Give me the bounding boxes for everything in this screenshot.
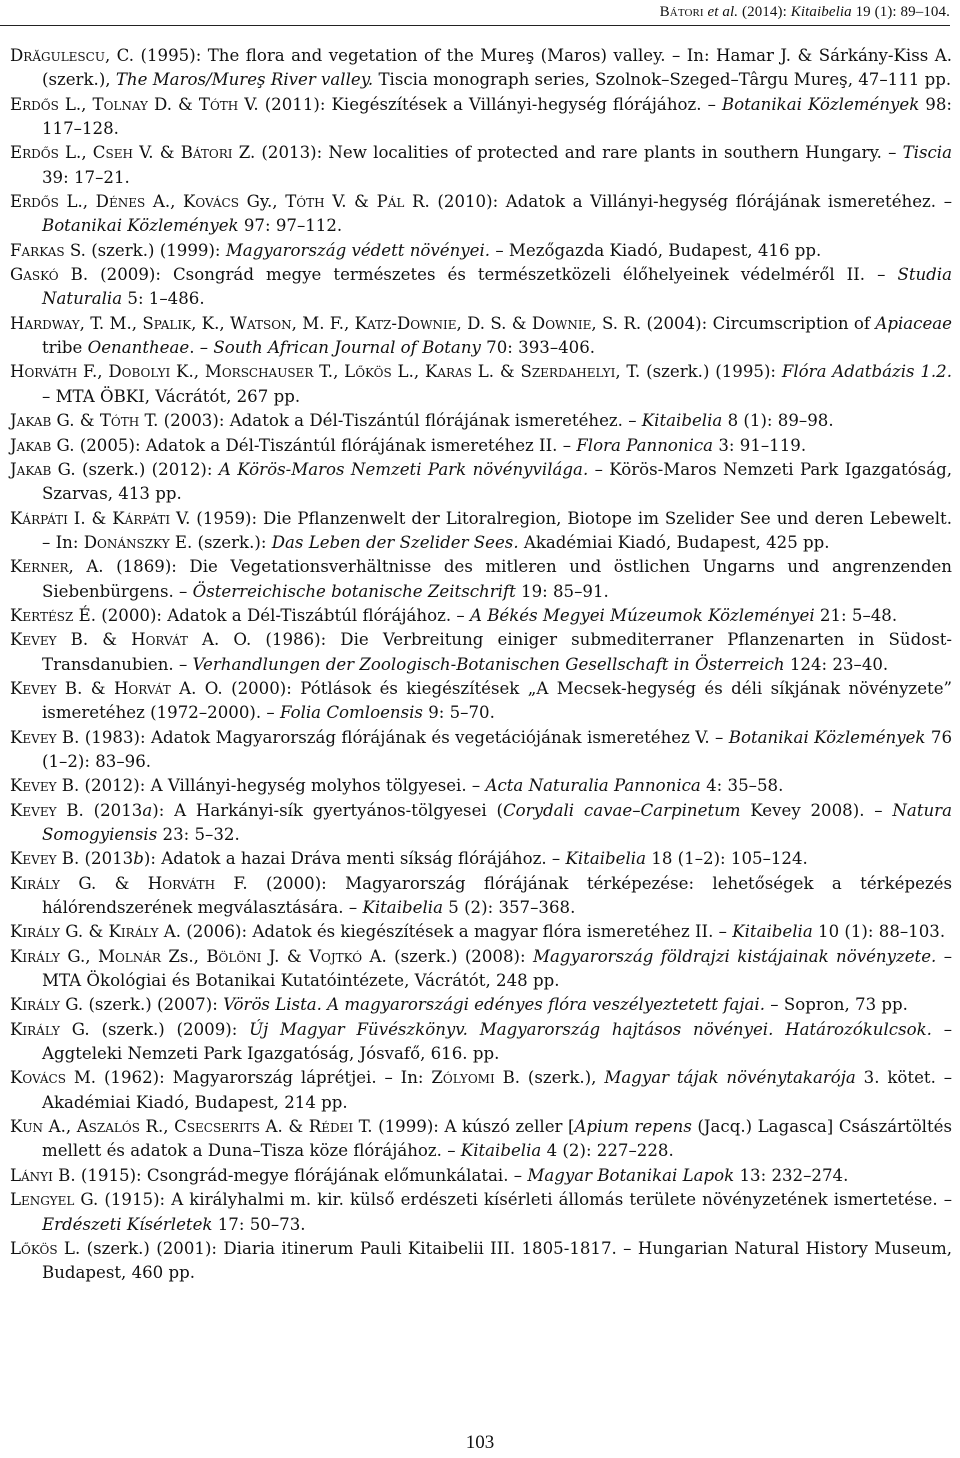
reference-text: Zs., <box>160 946 207 966</box>
reference-text: F., <box>77 362 109 382</box>
reference-entry <box>10 1115 952 1164</box>
reference-text: , A. (1869): Die Vegetationsverhältnisse des mitleren und östlichen Ungarns und angrenzenden Siebenbürgens. – <box>42 557 952 601</box>
reference-text: L., <box>391 362 425 382</box>
italic-text: Österreichische botanische Zeitschrift <box>192 581 516 601</box>
italic-text: Magyar tájak növénytakarója <box>604 1068 856 1088</box>
reference-entry <box>10 263 952 312</box>
italic-text: Erdészeti Kísérletek <box>42 1214 213 1234</box>
reference-text: , T. M., <box>79 313 143 333</box>
reference-entry <box>10 239 952 263</box>
author-name: Farkas <box>10 240 65 260</box>
reference-text: B. (1983): Adatok Magyarország flórájának és vegetációjának ismeretéhez V. – <box>56 727 729 747</box>
reference-text: B. (2012): A Villányi-hegység molyhos tölgyesei. – <box>56 776 486 796</box>
italic-text: A Körös-Maros Nemzeti Park növényvilága. <box>218 459 589 479</box>
author-name: Kárpáti <box>10 508 68 528</box>
italic-text: b <box>133 849 144 869</box>
author-name: Hardway <box>10 313 80 333</box>
author-name: Lőkös <box>10 1238 58 1258</box>
reference-text: V. (2011): Kiegészítések a Villányi-hegység flórájához. – <box>238 94 722 114</box>
italic-text: Magyarország védett növényei. <box>225 240 491 260</box>
author-name: Horváth <box>147 873 216 893</box>
author-name: Downie <box>531 313 592 333</box>
reference-text: – Mezőgazda Kiadó, Budapest, 416 pp. <box>490 240 822 260</box>
italic-text: Botanikai Közlemények <box>728 727 926 747</box>
reference-text: V. & <box>132 143 181 163</box>
author-name: Tóth <box>99 411 140 431</box>
italic-text: Botanikai Közlemények <box>721 94 920 114</box>
reference-entry <box>10 1188 952 1237</box>
reference-text: D. & <box>147 94 199 114</box>
reference-entry <box>10 44 952 93</box>
author-name: Donánszky <box>83 532 170 552</box>
author-name: Tóth <box>198 94 239 114</box>
author-name: Kovács <box>10 1068 66 1088</box>
reference-text: É. (2000): Adatok a Dél-Tiszábtúl flórájához. – <box>73 605 470 625</box>
reference-text: – Aggteleki Nemzeti Park Igazgatóság, Jósvafő, 616. pp. <box>42 1019 952 1064</box>
italic-text: Kitaibelia <box>362 898 443 918</box>
reference-entry <box>10 312 952 361</box>
author-name: Watson <box>229 313 292 333</box>
author-name: Csecserits <box>174 1117 260 1137</box>
author-name: Kevey <box>10 800 57 820</box>
header-volume: 19 (1): 89–104. <box>855 4 950 20</box>
italic-text: Acta Naturalia Pannonica <box>485 776 701 796</box>
author-name: Kun <box>10 1117 44 1137</box>
author-name: Jakab <box>10 411 52 431</box>
reference-entry <box>10 604 952 628</box>
author-name: Jakab <box>10 435 52 455</box>
reference-text: A. (szerk.) (2008): <box>362 946 533 966</box>
reference-text: 10 (1): 88–103. <box>812 922 946 942</box>
reference-text: A., <box>43 1117 77 1137</box>
reference-text: A., <box>145 192 183 212</box>
author-name: Kertész <box>10 605 74 625</box>
italic-text: Flóra Adatbázis 1.2. <box>781 362 953 382</box>
reference-text: G. & <box>59 922 109 942</box>
header-authors: Bátori <box>659 4 704 20</box>
italic-text: Tiscia <box>902 143 952 163</box>
italic-text: Oenantheae <box>87 338 190 358</box>
reference-text: G. (2005): Adatok a Dél-Tiszántúl flórájának ismeretéhez II. – <box>51 435 577 455</box>
reference-text: 4: 35–58. <box>700 776 784 796</box>
italic-text: Kitaibelia <box>460 1141 542 1161</box>
italic-text: a <box>142 800 153 820</box>
reference-text: T. (1999): A kúszó zeller [ <box>353 1117 575 1137</box>
reference-text: 5: 1–486. <box>122 289 205 309</box>
author-name: Erdős <box>10 143 59 163</box>
reference-text: , C. (1995): The flora and vegetation of the Mureş (Maros) valley. – In: Hamar J. & Sárkány-Kiss A. (szerk.), <box>42 46 952 90</box>
author-name: Király <box>10 995 60 1015</box>
reference-text: Z. (2013): New localities of protected and rare plants in southern Hungary. – <box>232 143 903 163</box>
reference-entry <box>10 628 952 677</box>
reference-text: J. & <box>261 946 309 966</box>
reference-text: A. O. (1986): Die Verbreitung einiger submediterraner Pflanzenarten in Südost-Transdanubien. – <box>42 630 952 674</box>
author-name: Katz-Downie <box>354 313 457 333</box>
author-name: Cseh <box>92 143 133 163</box>
italic-text: Kitaibelia <box>732 922 813 942</box>
author-name: Horvát <box>113 678 171 698</box>
italic-text: The Maros/Mureş River valley. <box>115 70 374 90</box>
italic-text: Folia Comloensis <box>279 703 423 723</box>
author-name: Drăgulescu <box>10 46 105 65</box>
reference-text: 9: 5–70. <box>422 703 495 723</box>
italic-text: Verhandlungen der Zoologisch-Botanischen Gesellschaft in Österreich <box>192 654 785 674</box>
author-name: Erdős <box>10 94 59 114</box>
author-name: Kevey <box>10 849 57 869</box>
reference-text: L., <box>58 192 96 212</box>
reference-text: S. (szerk.) (1999): <box>64 240 226 260</box>
reference-text: A. O. (2000): Pótlások és kiegészítések „A Mecsek-hegység és déli síkjának növényzete” ismeretéhez (1972–2000). – <box>42 678 952 723</box>
page-number: 103 <box>465 1432 495 1453</box>
reference-text: Akadémiai Kiadó, Budapest, 425 pp. <box>518 532 830 552</box>
reference-text: 23: 5–32. <box>157 825 240 844</box>
reference-entry <box>10 141 952 190</box>
reference-entry <box>10 409 952 433</box>
author-name: Gaskó <box>10 265 59 285</box>
reference-text: V. (1959): Die Pflanzenwelt der Litoralregion, Biotope im Szelider See und deren Lebewelt. – In: <box>42 508 952 552</box>
author-name: Király <box>10 1019 60 1039</box>
author-name: Horvát <box>131 630 188 650</box>
author-name: Horváth <box>10 362 78 382</box>
reference-text: T. (2003): Adatok a Dél-Tiszántúl flórájának ismeretéhez. – <box>139 411 642 431</box>
reference-text: – Körös-Maros Nemzeti Park Igazgatóság, Szarvas, 413 pp. <box>42 459 952 504</box>
reference-text: M. (1962): Magyarország láprétjei. – In: <box>65 1068 432 1088</box>
reference-text: 17: 50–73. <box>212 1214 306 1234</box>
author-name: Lőkös <box>344 362 392 382</box>
reference-text: 5 (2): 357–368. <box>442 898 576 918</box>
author-name: Zólyomi <box>431 1068 495 1088</box>
reference-text: 4 (2): 227–228. <box>541 1141 674 1161</box>
author-name: Király <box>10 873 60 893</box>
reference-text: 18 (1–2): 105–124. <box>646 849 808 869</box>
reference-text: V. & <box>324 192 377 212</box>
reference-text: . – <box>189 338 214 358</box>
author-name: Szerdahelyi <box>520 362 616 382</box>
italic-text: Apium repens <box>574 1117 692 1137</box>
italic-text: Kitaibelia <box>641 411 723 431</box>
reference-entry <box>10 726 952 775</box>
italic-text: Új Magyar Füvészkönyv. Magyarország hajtásos növényei. Határozókulcsok. <box>249 1019 932 1039</box>
reference-entry <box>10 1018 952 1067</box>
header-year: (2014): <box>742 4 791 20</box>
author-name: Morschauser <box>204 362 314 382</box>
italic-text: Kitaibelia <box>565 849 647 869</box>
reference-text: L. & <box>471 362 521 382</box>
author-name: Rédei <box>308 1117 354 1137</box>
reference-text: 13: 232–274. <box>734 1165 849 1185</box>
reference-text: B. (2013 <box>56 800 143 820</box>
reference-text: tribe <box>42 338 88 358</box>
reference-text: 97: 97–112. <box>238 216 343 236</box>
reference-text: G. (szerk.) (2009): <box>59 1019 250 1039</box>
author-name: Dobolyi <box>108 362 171 382</box>
reference-text: 76 (1–2): 83–96. <box>42 727 953 771</box>
italic-text: Vörös Lista. A magyarországi edényes flóra veszélyeztetett fajai. <box>223 995 766 1015</box>
reference-entry <box>10 507 952 556</box>
reference-text: R., <box>139 1117 175 1137</box>
author-name: Dénes <box>95 192 146 212</box>
reference-entry <box>10 847 952 871</box>
author-name: Jakab <box>10 459 52 479</box>
author-name: Karas <box>424 362 472 382</box>
author-name: Kevey <box>10 727 57 747</box>
reference-text: – MTA Ökológiai és Botanikai Kutatóintézete, Vácrátót, 248 pp. <box>42 946 952 991</box>
running-header <box>660 4 950 21</box>
reference-text: I. & <box>67 508 113 528</box>
reference-text: 124: 23–40. <box>784 654 889 674</box>
reference-text: 3: 91–119. <box>713 435 807 455</box>
reference-text: B. & <box>56 630 132 650</box>
reference-text: Gy., <box>238 192 286 212</box>
reference-text: – Sopron, 73 pp. <box>765 995 908 1015</box>
reference-text: K., <box>170 362 205 382</box>
reference-text: G. (szerk.) (2012): <box>51 459 219 479</box>
reference-text: R. (2010): Adatok a Villányi-hegység flórájának ismeretéhez. – <box>404 192 952 212</box>
author-name: Bátori <box>180 143 233 163</box>
author-name: Molnár <box>97 946 161 966</box>
italic-text: South African Journal of Botany <box>213 338 481 358</box>
reference-text: – MTA ÖBKI, Vácrátót, 267 pp. <box>42 386 301 406</box>
reference-text: T., <box>313 362 345 382</box>
header-rule <box>0 25 950 26</box>
reference-text: A. & <box>259 1117 309 1137</box>
author-name: Pál <box>376 192 405 212</box>
reference-text: 21: 5–48. <box>814 605 898 625</box>
author-name: Bölöni <box>206 946 262 966</box>
reference-entry <box>10 920 952 944</box>
reference-text: Tiscia monograph series, Szolnok–Szeged–Târgu Mureş, 47–111 pp. <box>373 70 952 90</box>
reference-text: G. & <box>51 411 100 431</box>
author-name: Kevey <box>10 776 57 796</box>
reference-text: B. (szerk.), <box>494 1068 605 1088</box>
italic-text: Das Leben der Szelider Sees. <box>271 532 519 552</box>
reference-text: , T. (szerk.) (1995): <box>615 362 782 382</box>
reference-text: 3. kötet. – Akadémiai Kiadó, Budapest, 214 pp. <box>42 1068 952 1112</box>
reference-text: L., <box>58 94 93 114</box>
reference-text: B. (1915): Csongrád-megye flórájának előmunkálatai. – <box>52 1165 528 1185</box>
reference-entry <box>10 434 952 458</box>
header-journal: Kitaibelia <box>790 4 852 20</box>
italic-text: Magyar Botanikai Lapok <box>527 1165 735 1185</box>
author-name: Kevey <box>10 630 57 650</box>
author-name: Erdős <box>10 192 59 212</box>
italic-text: A Békés Megyei Múzeumok Közleményei <box>469 605 815 625</box>
author-name: Kárpáti <box>112 508 171 528</box>
reference-entry <box>10 1237 952 1286</box>
author-name: Tolnay <box>92 94 148 114</box>
reference-entry <box>10 93 952 142</box>
author-name: Kevey <box>10 678 57 698</box>
reference-entry <box>10 774 952 798</box>
author-name: Kovács <box>183 192 239 212</box>
italic-text: Corydali cavae–Carpinetum <box>502 800 741 820</box>
reference-text: B. (2009): Csongrád megye természetes és természetközeli élőhelyeinek védelméről II. – <box>58 265 898 285</box>
reference-text: G. (1915): A királyhalmi m. kir. külső erdészeti kísérleti állomás területe növényzetének ismertetése. – <box>74 1190 952 1210</box>
reference-text: B. (2013 <box>56 849 134 869</box>
author-name: Király <box>10 946 60 966</box>
reference-text: ): Adatok a hazai Dráva menti síkság flórájához. – <box>143 849 566 869</box>
header-etal: et al. <box>707 4 739 20</box>
reference-text: 19: 85–91. <box>515 581 609 601</box>
reference-text: , M. F., <box>291 313 355 333</box>
reference-entry <box>10 945 952 994</box>
reference-entry <box>10 458 952 507</box>
reference-text: G. & <box>59 873 148 893</box>
reference-entry <box>10 799 952 848</box>
reference-text: Kevey 2008). – <box>740 800 893 820</box>
reference-text: G. (szerk.) (2007): <box>59 995 224 1015</box>
italic-text: Botanikai Közlemények <box>42 216 239 236</box>
reference-text: F. (2000): Magyarország flórájának térképezése: lehetőségek a térképezés hálórendszerének megválasztására. – <box>42 873 952 918</box>
reference-text: (Jacq.) Lagasca] Császártöltés mellett és adatok a Duna–Tisza köze flórájához. – <box>42 1117 952 1161</box>
author-name: Vojtkó <box>309 946 363 966</box>
reference-text: L., <box>58 143 93 163</box>
reference-text: A. (2006): Adatok és kiegészítések a magyar flóra ismeretéhez II. – <box>158 922 733 942</box>
reference-text: , K., <box>191 313 230 333</box>
reference-text: ): A Harkányi-sík gyertyános-tölgyesei ( <box>152 800 503 820</box>
reference-text: 39: 17–21. <box>42 167 130 187</box>
author-name: Király <box>10 922 60 942</box>
reference-text: 70: 393–406. <box>480 338 596 358</box>
reference-entry <box>10 872 952 921</box>
italic-text: Magyarország földrajzi kistájainak növényzete. <box>532 946 937 966</box>
reference-entry <box>10 555 952 604</box>
reference-entry <box>10 677 952 726</box>
reference-entry <box>10 993 952 1017</box>
reference-entry <box>10 1164 952 1188</box>
reference-entry <box>10 360 952 409</box>
italic-text: Flora Pannonica <box>576 435 714 455</box>
reference-text: , D. S. & <box>456 313 532 333</box>
reference-text: G., <box>59 946 98 966</box>
reference-text: 98: 117–128. <box>42 94 953 139</box>
italic-text: Studia Naturalia <box>42 265 952 309</box>
reference-text: L. (szerk.) (2001): Diaria itinerum Pauli Kitaibelii III. 1805-1817. – Hungarian Natural History Museum, Budapest, 460 pp. <box>42 1238 952 1283</box>
reference-text: 8 (1): 89–98. <box>722 411 834 431</box>
author-name: Aszalós <box>76 1117 140 1137</box>
italic-text: Apiaceae <box>875 313 952 333</box>
author-name: Király <box>108 922 159 942</box>
reference-entry <box>10 1066 952 1115</box>
author-name: Lányi <box>10 1165 53 1185</box>
reference-text: B. & <box>56 678 114 698</box>
reference-entry <box>10 190 952 239</box>
author-name: Spalik <box>142 313 192 333</box>
reference-list <box>10 44 952 1286</box>
author-name: Tóth <box>285 192 325 212</box>
italic-text: Natura Somogyiensis <box>42 800 952 844</box>
author-name: Kerner <box>10 557 69 577</box>
reference-text: E. (szerk.): <box>169 532 272 552</box>
reference-text: , S. R. (2004): Circumscription of <box>591 313 876 333</box>
author-name: Lengyel <box>10 1190 75 1210</box>
